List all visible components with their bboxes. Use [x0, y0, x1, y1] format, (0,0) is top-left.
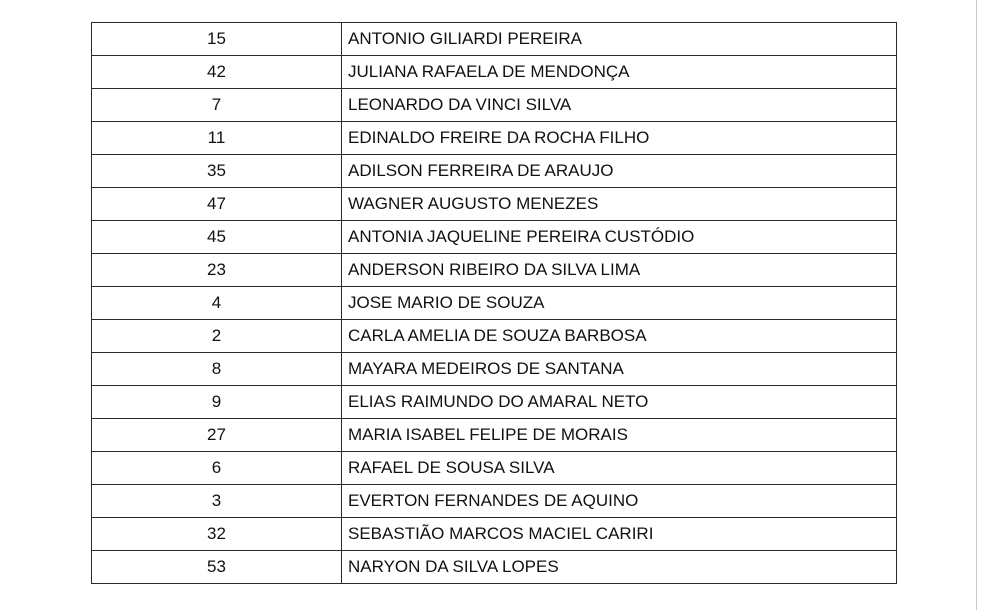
candidate-number: 42	[92, 56, 342, 89]
candidate-number: 4	[92, 287, 342, 320]
candidate-table-body	[92, 23, 897, 584]
table-row	[92, 89, 897, 122]
candidate-name: ANTONIA JAQUELINE PEREIRA CUSTÓDIO	[342, 221, 897, 254]
table-row	[92, 353, 897, 386]
table-row	[92, 221, 897, 254]
table-row	[92, 386, 897, 419]
candidate-name: EDINALDO FREIRE DA ROCHA FILHO	[342, 122, 897, 155]
candidate-name: CARLA AMELIA DE SOUZA BARBOSA	[342, 320, 897, 353]
candidate-name: LEONARDO DA VINCI SILVA	[342, 89, 897, 122]
table-row	[92, 23, 897, 56]
candidate-name: WAGNER AUGUSTO MENEZES	[342, 188, 897, 221]
table-row	[92, 155, 897, 188]
table-row	[92, 122, 897, 155]
candidate-number: 35	[92, 155, 342, 188]
candidate-name: ELIAS RAIMUNDO DO AMARAL NETO	[342, 386, 897, 419]
candidate-name: MARIA ISABEL FELIPE DE MORAIS	[342, 419, 897, 452]
table-row	[92, 56, 897, 89]
table-row	[92, 485, 897, 518]
candidate-number: 32	[92, 518, 342, 551]
table-row	[92, 320, 897, 353]
candidate-name: ADILSON FERREIRA DE ARAUJO	[342, 155, 897, 188]
candidate-name: JULIANA RAFAELA DE MENDONÇA	[342, 56, 897, 89]
candidate-number: 47	[92, 188, 342, 221]
candidate-name: EVERTON FERNANDES DE AQUINO	[342, 485, 897, 518]
table-row	[92, 551, 897, 584]
candidate-name: SEBASTIÃO MARCOS MACIEL CARIRI	[342, 518, 897, 551]
candidate-name: JOSE MARIO DE SOUZA	[342, 287, 897, 320]
table-row	[92, 518, 897, 551]
candidate-number: 45	[92, 221, 342, 254]
candidate-number: 9	[92, 386, 342, 419]
candidate-name: RAFAEL DE SOUSA SILVA	[342, 452, 897, 485]
table-row	[92, 287, 897, 320]
table-row	[92, 188, 897, 221]
candidate-name: MAYARA MEDEIROS DE SANTANA	[342, 353, 897, 386]
candidate-number: 7	[92, 89, 342, 122]
candidate-number: 15	[92, 23, 342, 56]
candidate-name: ANDERSON RIBEIRO DA SILVA LIMA	[342, 254, 897, 287]
candidate-number: 3	[92, 485, 342, 518]
candidate-number: 6	[92, 452, 342, 485]
candidate-name: NARYON DA SILVA LOPES	[342, 551, 897, 584]
candidate-number: 23	[92, 254, 342, 287]
candidate-number: 27	[92, 419, 342, 452]
table-row	[92, 254, 897, 287]
candidate-number: 2	[92, 320, 342, 353]
candidate-number: 8	[92, 353, 342, 386]
candidate-name: ANTONIO GILIARDI PEREIRA	[342, 23, 897, 56]
table-row	[92, 419, 897, 452]
candidate-number: 11	[92, 122, 342, 155]
page-edge-line	[976, 0, 977, 610]
candidate-number: 53	[92, 551, 342, 584]
candidate-table	[91, 22, 897, 584]
table-row	[92, 452, 897, 485]
